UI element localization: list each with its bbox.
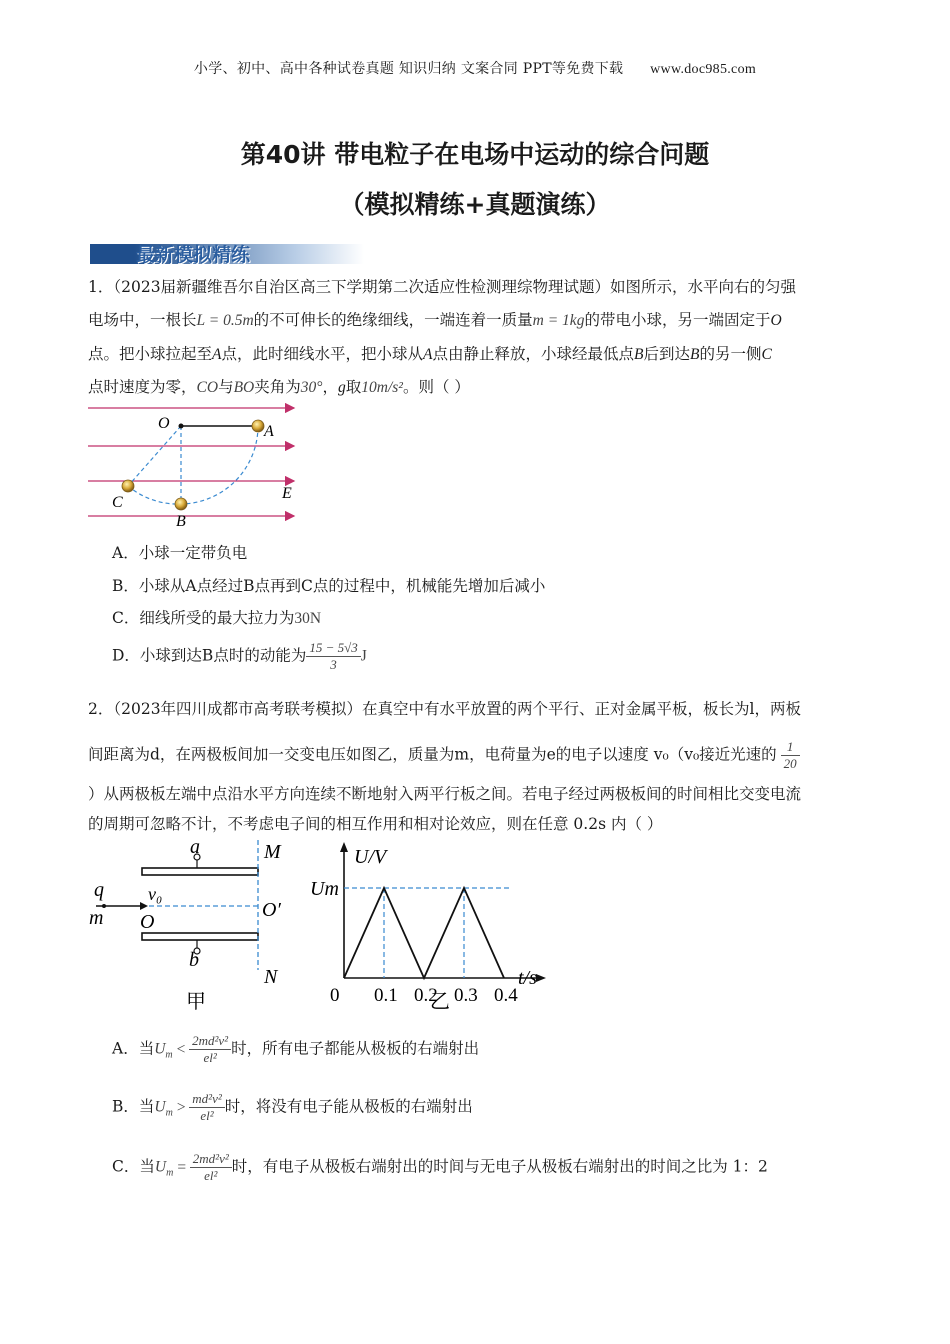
q1-line-1: 1．（2023届新疆维吾尔自治区高三下学期第二次适应性检测理综物理试题）如图所示，水平向右的匀强 — [88, 278, 797, 296]
voltage-wave — [344, 888, 504, 978]
q1-option-d[interactable]: D．小球到达B点时的动能为 $\frac{15 - 5√3}{3}$ J — [112, 640, 367, 672]
ball-A — [252, 420, 264, 432]
x-tick-label: 0.4 — [494, 985, 518, 1006]
pivot-O — [179, 424, 184, 429]
thread-OC — [128, 426, 181, 486]
label-B: B — [176, 513, 186, 530]
q2-fraction: $\frac{1}{20}$ — [781, 739, 800, 772]
d-fraction: $\frac{15 - 5√3}{3}$ — [306, 640, 360, 673]
svg-text:q: q — [94, 879, 104, 901]
q2-option-a[interactable]: A．当$U_m$ < $\frac{\text{2md²v²}}{\text{el²}}$ 时，所有电子都能从极板的右端射出 — [112, 1033, 480, 1065]
q1-option-b[interactable]: B．小球从A点经过B点再到C点的过程中，机械能先增加后减小 — [112, 577, 546, 595]
x-label: t/s — [518, 967, 537, 989]
q2-figure-jia — [86, 838, 306, 1012]
header-text: 小学、初中、高中各种试卷真题 知识归纳 文案合同 PPT等免费下载 — [193, 61, 624, 77]
x-tick-label: 0.2 — [414, 985, 438, 1006]
q2-option-c[interactable]: C．当$U_m$ = $\frac{\text{2md²v²}}{\text{el²}}$ 时，有电子从极板右端射出的时间与无电子从极板右端射出的时间之比为 1：2 — [112, 1151, 768, 1183]
q1-line-4: 点时速度为零，CO与BO夹角为30°，g取10m/s²。则（ ） — [88, 378, 470, 396]
q1-line-2: 电场中，一根长L = 0.5m的不可伸长的绝缘细线，一端连着一质量m = 1kg的带电小球，另一端固定于O — [88, 311, 782, 329]
label-E: E — [282, 485, 292, 502]
q2-line-3: ）从两极板左端中点沿水平方向连续不断地射入两平行板之间。若电子经过两极板间的时间相比交变电流 — [88, 785, 802, 803]
trajectory-arc — [128, 426, 258, 504]
caption-yi: 乙 — [430, 989, 450, 1012]
svg-text:m: m — [89, 907, 104, 929]
section-banner — [90, 240, 390, 270]
q2-figure-yi — [306, 838, 556, 1012]
svg-text:M: M — [264, 841, 281, 863]
um-label: Um — [310, 878, 339, 900]
x-tick-label: 0 — [330, 985, 340, 1006]
caption-jia: 甲 — [186, 989, 206, 1012]
bottom-plate — [142, 933, 258, 940]
x-tick-label: 0.3 — [454, 985, 478, 1006]
q2-option-b[interactable]: B．当$U_m$ > $\frac{\text{md²v²}}{\text{el²}}$ 时，将没有电子能从极板的右端射出 — [112, 1091, 473, 1123]
label-A: A — [264, 423, 274, 440]
page-title: 第40讲 带电粒子在电场中运动的综合问题 — [240, 140, 710, 169]
q2-line-2: 间距离为d，在两极板间加一交变电压如图乙，质量为m，电荷量为e的电子以速度 v₀（v₀接近光速的 $\frac{1}{20}$ — [88, 739, 868, 772]
q2-line-1: 2．（2023年四川成都市高考联考模拟）在真空中有水平放置的两个平行、正对金属平板，板长为l，两板 — [88, 700, 802, 718]
header-url[interactable]: www.doc985.com — [650, 62, 757, 77]
q1-option-a[interactable]: A．小球一定带负电 — [112, 544, 248, 562]
svg-text:N: N — [264, 966, 278, 988]
page-subtitle: （模拟精练+真题演练） — [339, 190, 611, 219]
svg-text:O: O — [140, 911, 155, 933]
label-C: C — [112, 494, 123, 511]
label-O: O — [158, 415, 170, 432]
x-tick-label: 0.1 — [374, 985, 398, 1006]
top-plate — [142, 868, 258, 875]
section-label: 最新模拟精练 — [136, 244, 251, 266]
y-label: U/V — [354, 846, 387, 868]
q1-line-3: 点。把小球拉起至A点，此时细线水平，把小球从A点由静止释放，小球经最低点B后到达B的另一侧C — [88, 345, 772, 363]
svg-text:a: a — [190, 838, 200, 858]
q1-figure — [86, 400, 306, 532]
svg-text:v₀: v₀ — [148, 884, 163, 904]
ball-B — [175, 498, 187, 510]
q1-option-c[interactable]: C．细线所受的最大拉力为30N — [112, 609, 322, 627]
ball-C — [122, 480, 134, 492]
svg-text:O′: O′ — [262, 899, 281, 921]
page-header — [0, 58, 950, 78]
section-bar — [90, 244, 134, 264]
svg-text:b: b — [189, 949, 199, 971]
q2-line-4: 的周期可忽略不计，不考虑电子间的相互作用和相对论效应，则在任意 0.2s 内（ ） — [88, 815, 663, 833]
